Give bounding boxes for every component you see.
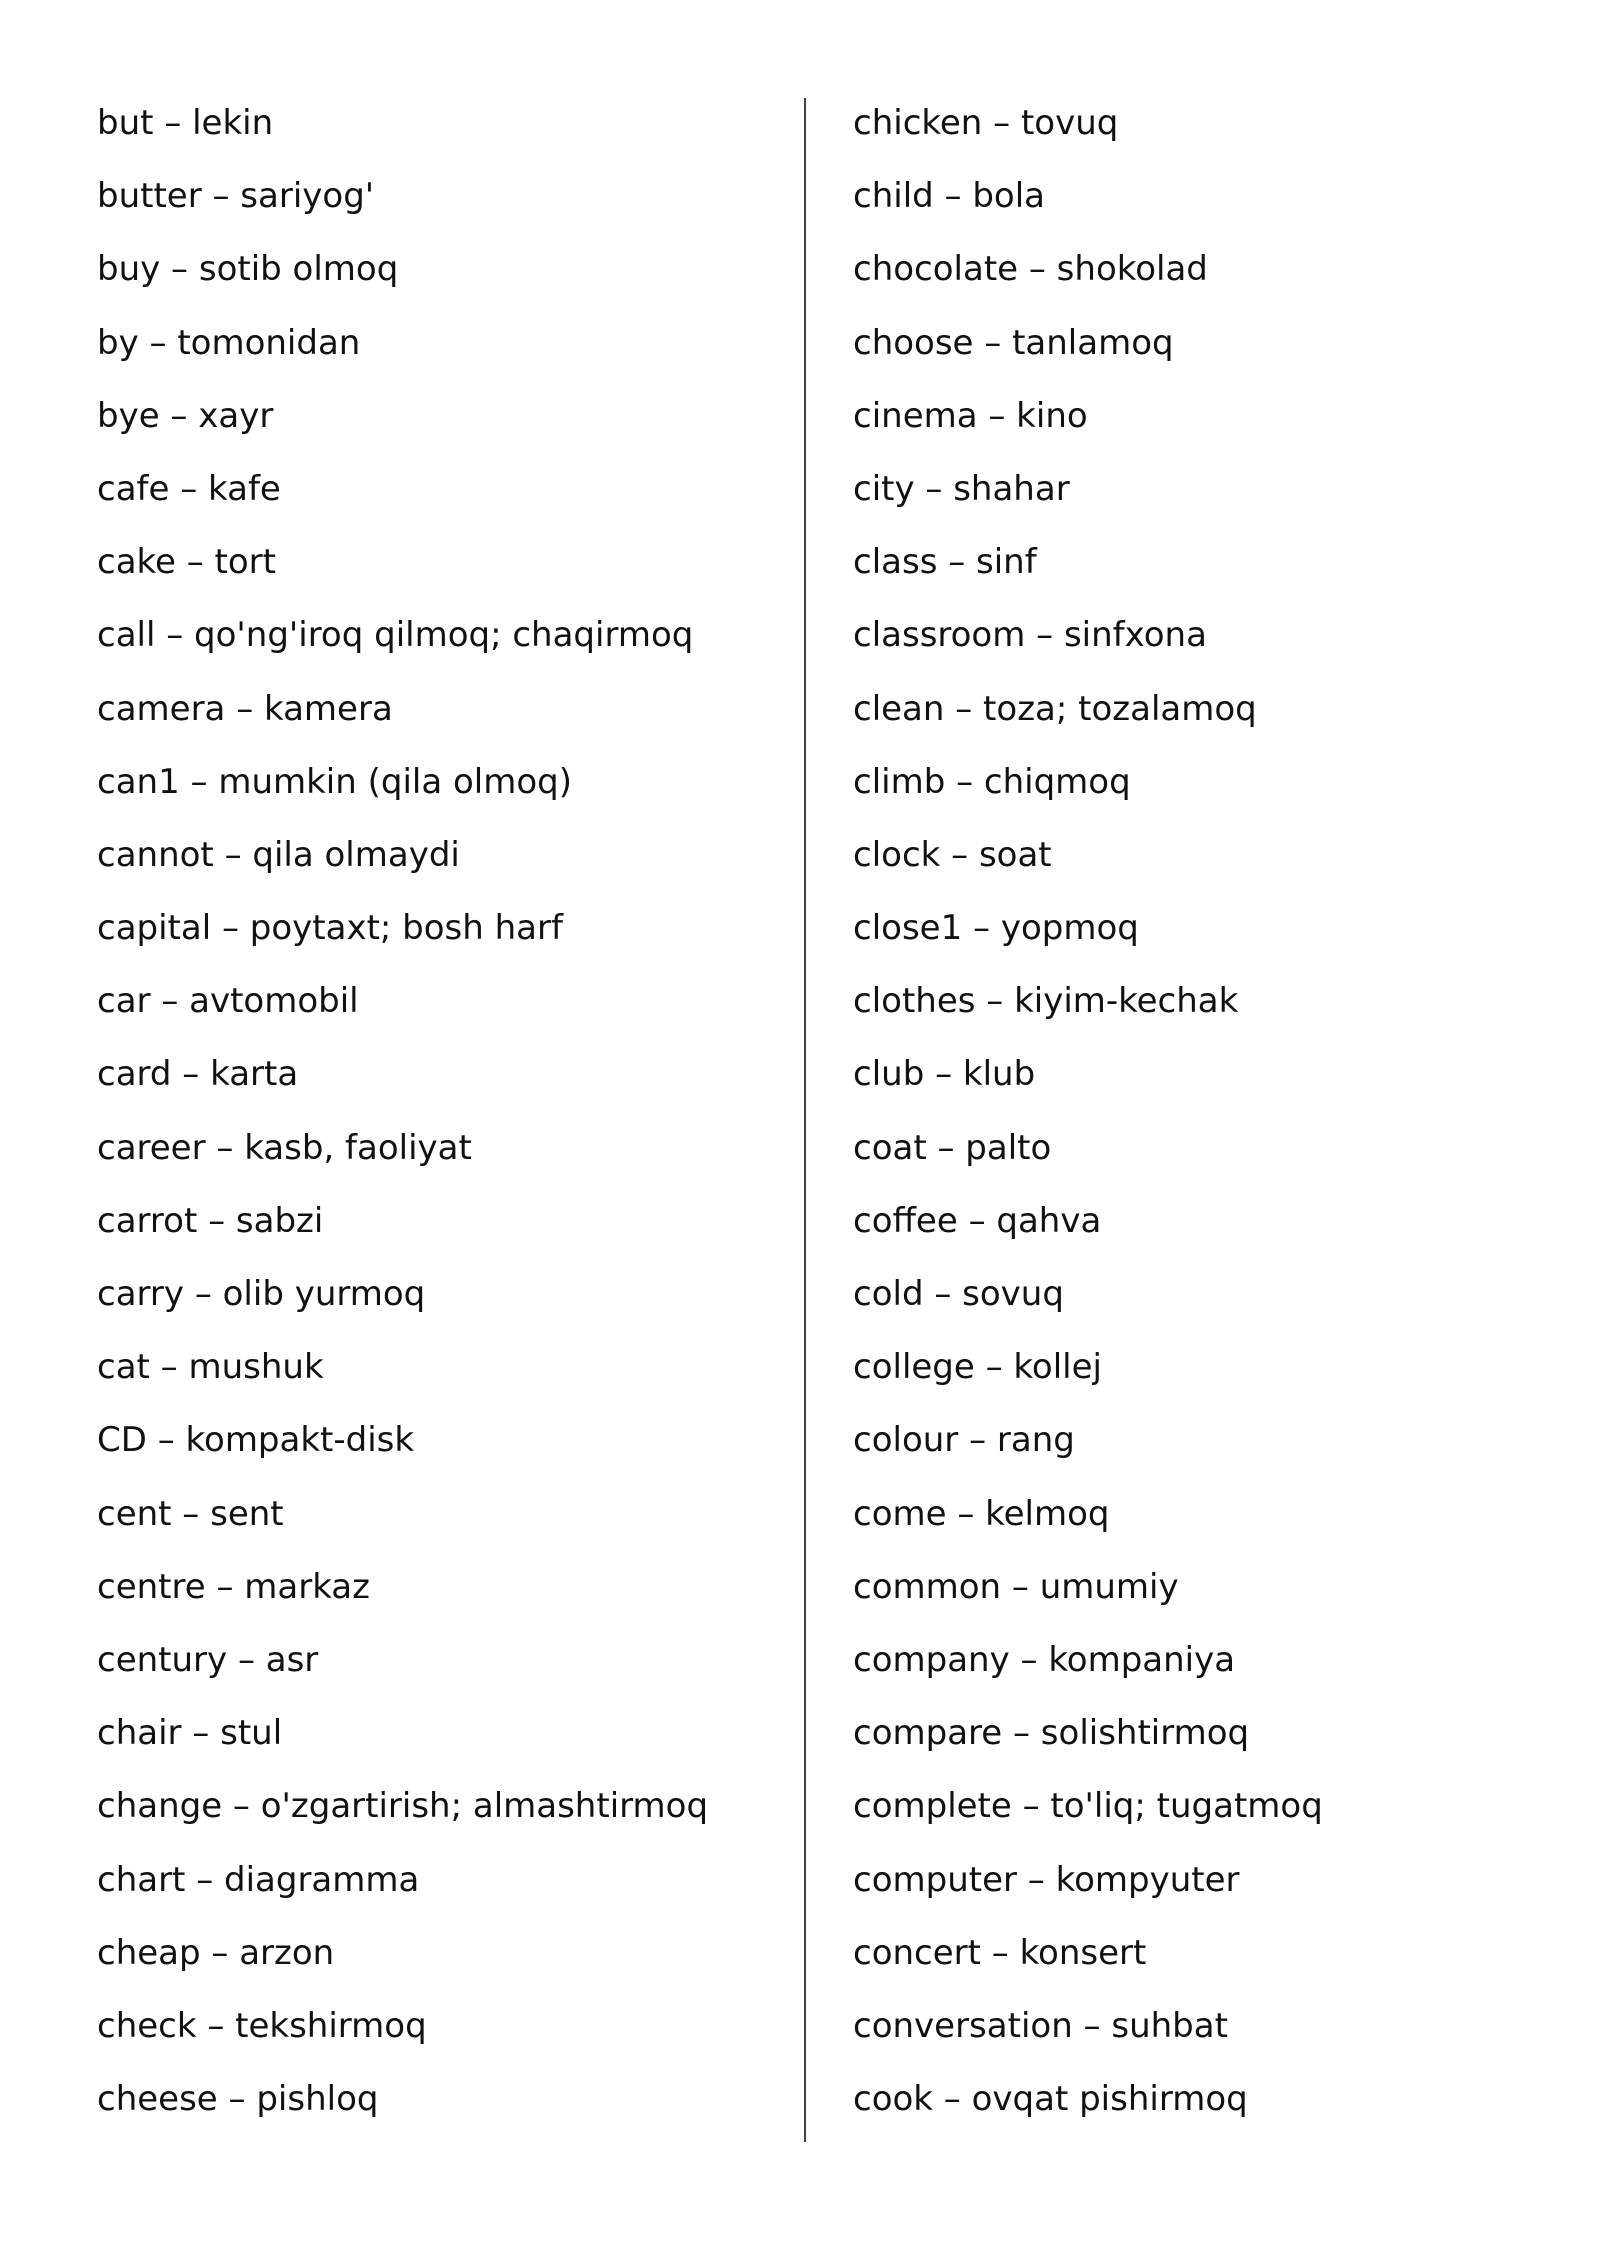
right-word-column bbox=[853, 95, 1553, 2144]
word-entry: complete – to'liq; tugatmoq bbox=[853, 1786, 1323, 1827]
word-entry: chair – stul bbox=[97, 1713, 283, 1754]
word-entry: centre – markaz bbox=[97, 1566, 370, 1607]
word-entry: change – o'zgartirish; almashtirmoq bbox=[97, 1786, 709, 1827]
word-entry: century – asr bbox=[97, 1639, 319, 1680]
word-entry: club – klub bbox=[853, 1054, 1036, 1095]
word-entry: bye – xayr bbox=[97, 395, 274, 436]
word-entry: capital – poytaxt; bosh harf bbox=[97, 908, 563, 949]
word-entry: climb – chiqmoq bbox=[853, 761, 1131, 802]
word-entry: by – tomonidan bbox=[97, 322, 361, 363]
word-entry: chocolate – shokolad bbox=[853, 249, 1208, 290]
word-entry: conversation – suhbat bbox=[853, 2005, 1228, 2046]
word-entry: cold – sovuq bbox=[853, 1274, 1064, 1314]
word-entry: cook – ovqat pishirmoq bbox=[853, 2079, 1248, 2120]
word-entry: college – kollej bbox=[853, 1347, 1102, 1388]
word-entry: can1 – mumkin (qila olmoq) bbox=[97, 761, 573, 802]
word-entry: cheese – pishloq bbox=[97, 2079, 379, 2120]
word-entry: city – shahar bbox=[853, 468, 1070, 509]
word-entry: camera – kamera bbox=[97, 688, 393, 729]
word-entry: cafe – kafe bbox=[97, 468, 281, 509]
word-entry: classroom – sinfxona bbox=[853, 615, 1207, 656]
word-entry: carry – olib yurmoq bbox=[97, 1274, 426, 1314]
word-entry: career – kasb, faoliyat bbox=[97, 1127, 472, 1168]
word-entry: but – lekin bbox=[97, 103, 274, 143]
word-entry: car – avtomobil bbox=[97, 981, 359, 1022]
word-entry: child – bola bbox=[853, 176, 1045, 217]
word-entry: butter – sariyog' bbox=[97, 176, 375, 217]
word-entry: computer – kompyuter bbox=[853, 1859, 1240, 1900]
word-entry: cent – sent bbox=[97, 1493, 284, 1534]
word-entry: compare – solishtirmoq bbox=[853, 1713, 1250, 1754]
word-entry: concert – konsert bbox=[853, 1932, 1147, 1973]
word-entry: clock – soat bbox=[853, 834, 1052, 875]
word-entry: buy – sotib olmoq bbox=[97, 249, 399, 290]
word-entry: cat – mushuk bbox=[97, 1347, 324, 1388]
word-entry: carrot – sabzi bbox=[97, 1200, 324, 1241]
word-entry: cake – tort bbox=[97, 542, 276, 583]
word-entry: class – sinf bbox=[853, 542, 1037, 583]
word-entry: cannot – qila olmaydi bbox=[97, 834, 460, 875]
word-entry: card – karta bbox=[97, 1054, 299, 1095]
left-word-column bbox=[97, 95, 777, 2144]
word-entry: clothes – kiyim-kechak bbox=[853, 981, 1239, 1022]
word-entry: call – qo'ng'iroq qilmoq; chaqirmoq bbox=[97, 615, 694, 656]
word-entry: CD – kompakt-disk bbox=[97, 1420, 415, 1461]
word-entry: chart – diagramma bbox=[97, 1859, 420, 1900]
word-entry: check – tekshirmoq bbox=[97, 2005, 427, 2046]
word-entry: colour – rang bbox=[853, 1420, 1075, 1461]
word-entry: cinema – kino bbox=[853, 395, 1088, 436]
column-divider bbox=[804, 98, 806, 2142]
word-entry: cheap – arzon bbox=[97, 1932, 335, 1973]
word-entry: come – kelmoq bbox=[853, 1493, 1110, 1534]
word-entry: choose – tanlamoq bbox=[853, 322, 1174, 363]
word-entry: common – umumiy bbox=[853, 1566, 1179, 1607]
word-entry: company – kompaniya bbox=[853, 1639, 1236, 1680]
word-entry: clean – toza; tozalamoq bbox=[853, 688, 1257, 729]
word-entry: chicken – tovuq bbox=[853, 103, 1119, 143]
word-entry: coffee – qahva bbox=[853, 1200, 1102, 1241]
word-entry: close1 – yopmoq bbox=[853, 908, 1139, 949]
word-entry: coat – palto bbox=[853, 1127, 1052, 1168]
